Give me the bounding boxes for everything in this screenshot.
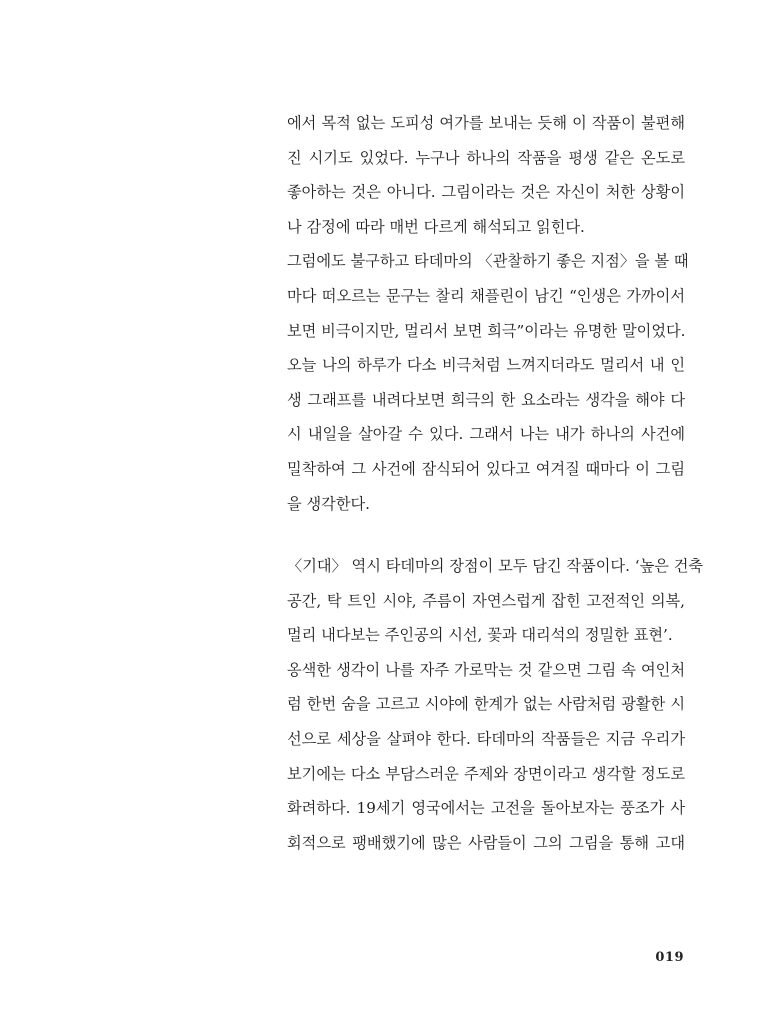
text-line: 멀리 내다보는 주인공의 시선, 꽃과 대리석의 정밀한 표현’.: [287, 626, 673, 645]
text-line: 생 그래프를 내려다보면 희극의 한 요소라는 생각을 해야 다: [287, 390, 685, 409]
text-line: 선으로 세상을 살펴야 한다. 타데마의 작품들은 지금 우리가: [287, 729, 685, 748]
text-line: 옹색한 생각이 나를 자주 가로막는 것 같으면 그림 속 여인처: [287, 660, 685, 679]
text-line: 에서 목적 없는 도피성 여가를 보내는 듯해 이 작품이 불편해: [287, 114, 685, 132]
text-line: 좋아하는 것은 아니다. 그림이라는 것은 자신이 처한 상황이: [287, 183, 685, 202]
text-line: 을 생각한다.: [287, 494, 371, 513]
text-line: 마다 떠오르는 문구는 찰리 채플린이 남긴 “인생은 가까이서: [287, 286, 685, 305]
text-line: 밀착하여 그 사건에 잠식되어 있다고 여겨질 때마다 이 그림: [287, 459, 685, 478]
text-line: 〈기대〉 역시 타데마의 장점이 모두 담긴 작품이다. ‘높은 건축: [287, 557, 704, 575]
text-line: 그럼에도 불구하고 타데마의 〈관찰하기 좋은 지점〉을 볼 때: [287, 252, 689, 271]
text-line: 회적으로 팽배했기에 많은 사람들이 그의 그림을 통해 고대: [287, 833, 685, 852]
text-block-lower: [287, 549, 704, 860]
text-line: 나 감정에 따라 매번 다르게 해석되고 읽힌다.: [287, 217, 585, 236]
text-line: 보기에는 다소 부담스러운 주제와 장면이라고 생각할 정도로: [287, 764, 685, 783]
text-line: 보면 비극이지만, 멀리서 보면 희극”이라는 유명한 말이었다.: [287, 321, 686, 340]
text-line: 진 시기도 있었다. 누구나 하나의 작품을 평생 같은 온도로: [287, 148, 685, 167]
text-line: 시 내일을 살아갈 수 있다. 그래서 나는 내가 하나의 사건에: [287, 425, 685, 444]
text-block-upper: [287, 106, 689, 521]
text-line: 화려하다. 19세기 영국에서는 고전을 돌아보자는 풍조가 사: [287, 799, 685, 818]
text-line: 공간, 탁 트인 시야, 주름이 자연스럽게 잡힌 고전적인 의복,: [287, 591, 685, 610]
text-line: 럼 한번 숨을 고르고 시야에 한계가 없는 사람처럼 광활한 시: [287, 695, 685, 714]
page-number: 019: [655, 950, 684, 965]
text-line: 오늘 나의 하루가 다소 비극처럼 느껴지더라도 멀리서 내 인: [287, 356, 685, 375]
